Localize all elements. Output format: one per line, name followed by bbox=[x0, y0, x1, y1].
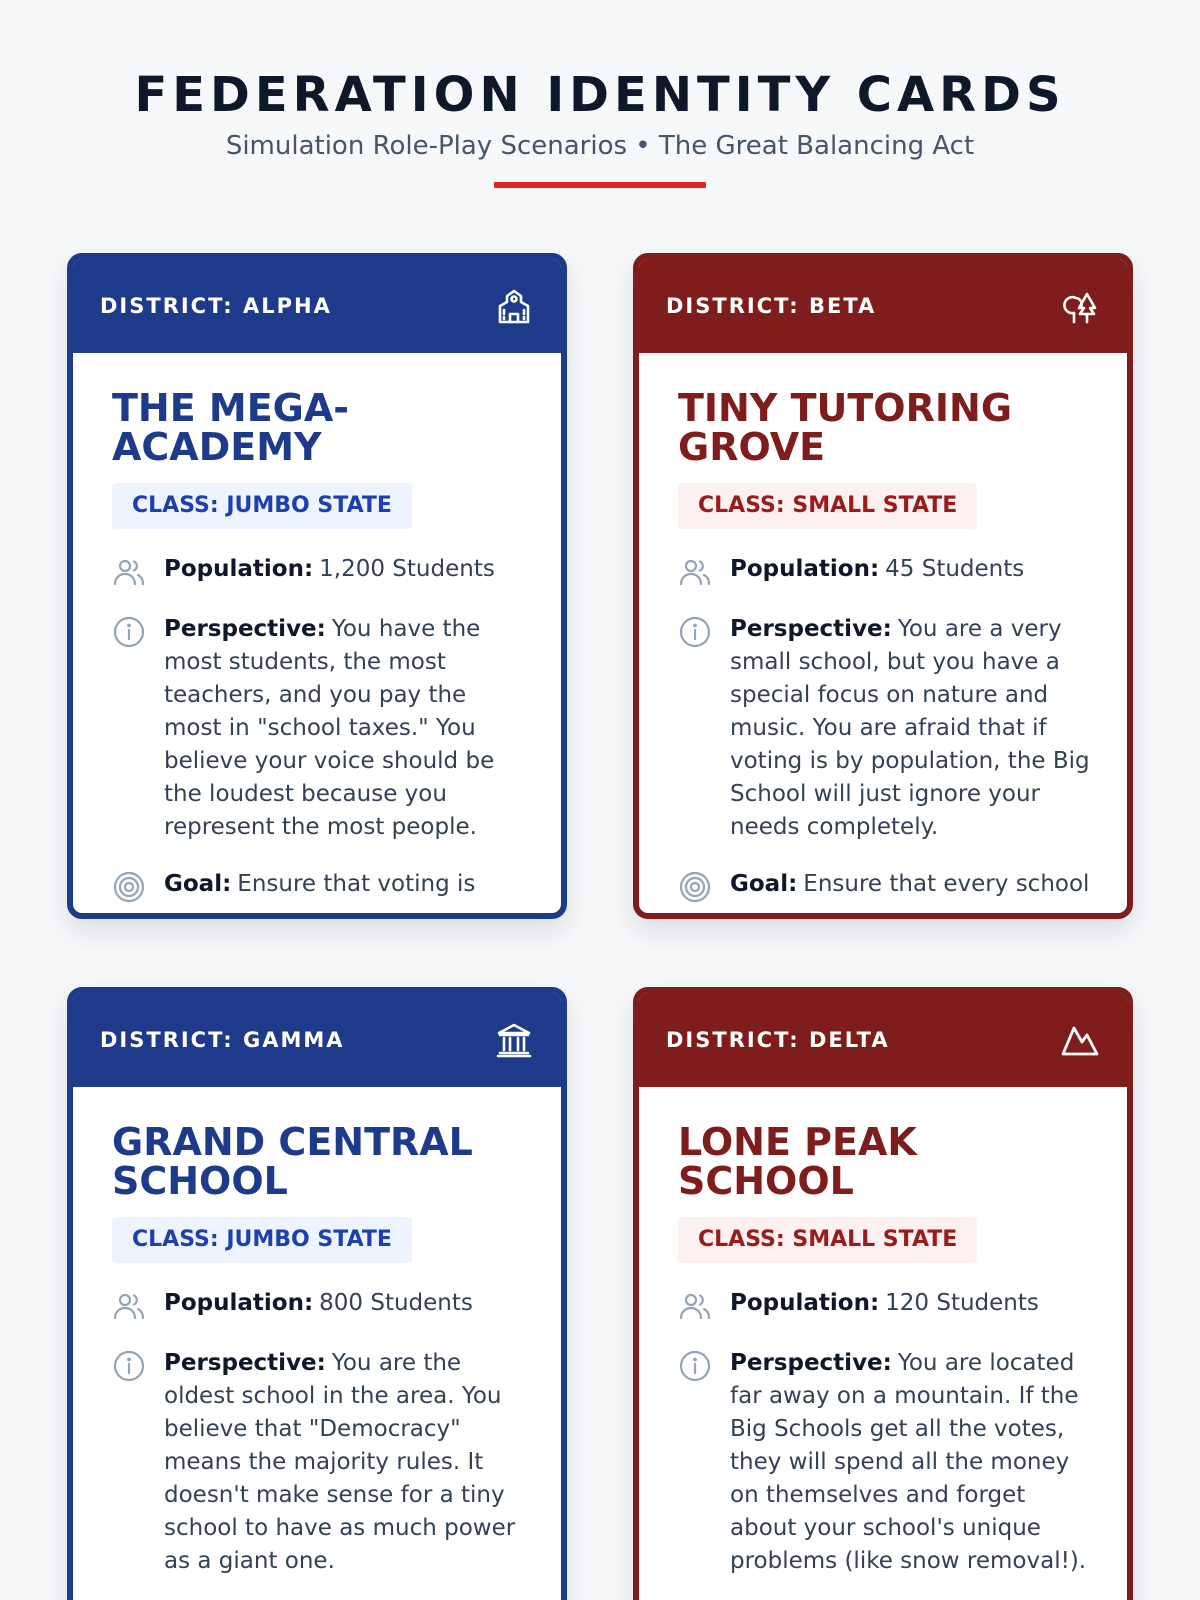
goal-text: Ensure that every school bbox=[803, 871, 1090, 897]
population-label: Population: bbox=[164, 1290, 314, 1316]
users-icon bbox=[678, 555, 712, 589]
identity-card-beta bbox=[633, 253, 1133, 919]
district-label: DISTRICT: ALPHA bbox=[100, 294, 332, 318]
page-header bbox=[0, 62, 1200, 188]
perspective-text: You are a very small school, but you have a special focus on nature and music. You are afraid that if voting is by population, the Big School will just ignore your needs completely. bbox=[730, 616, 1090, 840]
perspective-row bbox=[678, 1347, 1093, 1578]
title-underline bbox=[494, 182, 706, 188]
school-name: GRAND CENTRAL SCHOOL bbox=[112, 1120, 473, 1203]
perspective-label: Perspective: bbox=[164, 616, 326, 642]
info-icon bbox=[678, 615, 712, 649]
population-row bbox=[112, 1287, 527, 1323]
perspective-text: You have the most students, the most teachers, and you pay the most in "school taxes." You believe your voice should be the loudest because you represent the most people. bbox=[164, 616, 495, 840]
users-icon bbox=[678, 1289, 712, 1323]
class-badge: CLASS: JUMBO STATE bbox=[112, 483, 412, 529]
population-label: Population: bbox=[730, 556, 880, 582]
goal-row bbox=[112, 868, 527, 904]
perspective-label: Perspective: bbox=[730, 616, 892, 642]
class-badge: CLASS: SMALL STATE bbox=[678, 1217, 977, 1263]
info-icon bbox=[678, 1349, 712, 1383]
info-icon bbox=[112, 615, 146, 649]
school-icon bbox=[494, 286, 534, 326]
landmark-icon bbox=[494, 1020, 534, 1060]
page-title: FEDERATION IDENTITY CARDS bbox=[134, 67, 1066, 123]
card-header bbox=[639, 259, 1127, 353]
population-label: Population: bbox=[730, 1290, 880, 1316]
perspective-row bbox=[112, 613, 527, 844]
perspective-row bbox=[678, 613, 1093, 844]
class-badge: CLASS: JUMBO STATE bbox=[112, 1217, 412, 1263]
population-row bbox=[678, 1287, 1093, 1323]
perspective-text: You are the oldest school in the area. You believe that "Democracy" means the majority rules. It doesn't make sense for a tiny school to have as much power as a giant one. bbox=[164, 1350, 516, 1574]
school-name: LONE PEAK SCHOOL bbox=[678, 1120, 917, 1203]
class-badge: CLASS: SMALL STATE bbox=[678, 483, 977, 529]
target-icon bbox=[678, 870, 712, 904]
goal-row bbox=[678, 868, 1093, 904]
goal-label: Goal: bbox=[164, 871, 232, 897]
perspective-label: Perspective: bbox=[164, 1350, 326, 1376]
goal-text: Ensure that voting is bbox=[237, 871, 476, 897]
population-value: 45 Students bbox=[885, 556, 1025, 582]
population-value: 800 Students bbox=[319, 1290, 473, 1316]
info-icon bbox=[112, 1349, 146, 1383]
population-value: 120 Students bbox=[885, 1290, 1039, 1316]
card-header bbox=[73, 993, 561, 1087]
identity-card-gamma bbox=[67, 987, 567, 1600]
district-label: DISTRICT: GAMMA bbox=[100, 1028, 345, 1052]
target-icon bbox=[112, 870, 146, 904]
population-value: 1,200 Students bbox=[319, 556, 495, 582]
population-label: Population: bbox=[164, 556, 314, 582]
page-subtitle: Simulation Role-Play Scenarios • The Great Balancing Act bbox=[225, 131, 975, 161]
goal-label: Goal: bbox=[730, 871, 798, 897]
card-header bbox=[639, 993, 1127, 1087]
school-name: TINY TUTORING GROVE bbox=[678, 386, 1013, 469]
population-row bbox=[112, 553, 527, 589]
identity-card-delta bbox=[633, 987, 1133, 1600]
district-label: DISTRICT: DELTA bbox=[666, 1028, 890, 1052]
perspective-row bbox=[112, 1347, 527, 1578]
card-header bbox=[73, 259, 561, 353]
identity-card-alpha bbox=[67, 253, 567, 919]
perspective-text: You are located far away on a mountain. If the Big Schools get all the votes, they will spend all the money on themselves and forget about your school's unique problems (like snow removal!). bbox=[730, 1350, 1087, 1574]
mountain-icon bbox=[1060, 1020, 1100, 1060]
school-name: THE MEGA-ACADEMY bbox=[112, 386, 350, 469]
district-label: DISTRICT: BETA bbox=[666, 294, 877, 318]
population-row bbox=[678, 553, 1093, 589]
users-icon bbox=[112, 1289, 146, 1323]
users-icon bbox=[112, 555, 146, 589]
perspective-label: Perspective: bbox=[730, 1350, 892, 1376]
trees-icon bbox=[1060, 286, 1100, 326]
